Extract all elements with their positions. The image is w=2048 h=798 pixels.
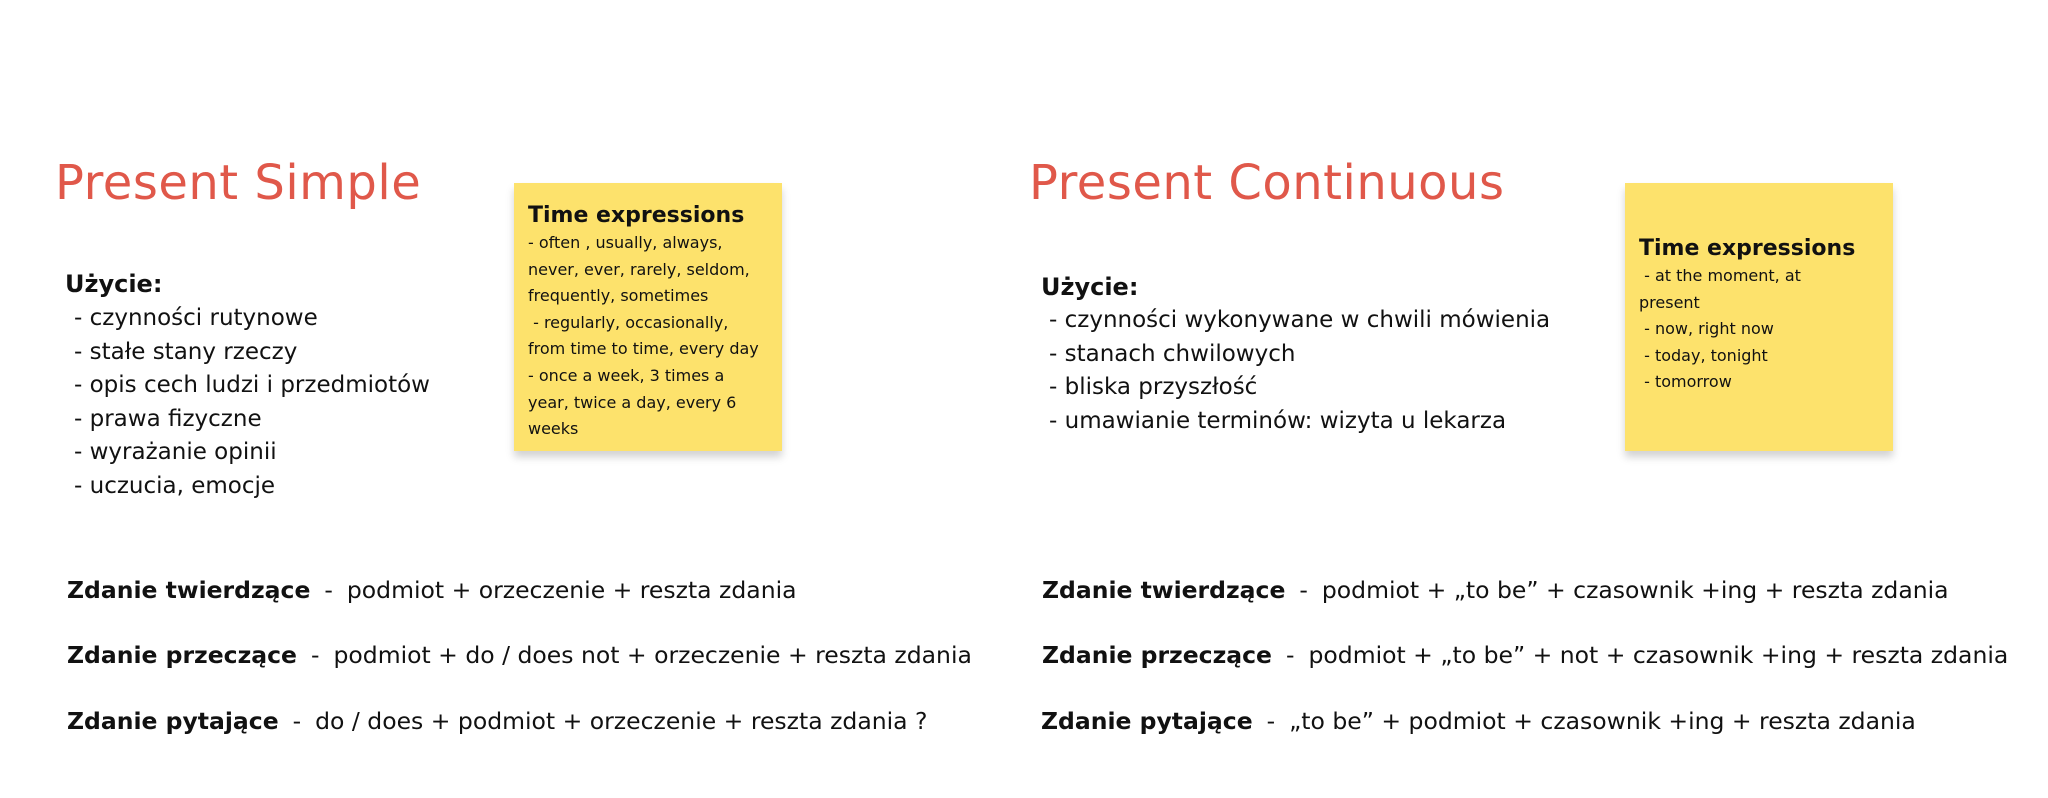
usage-item: - czynności rutynowe [74, 305, 318, 331]
present-continuous-affirmative [1042, 576, 1949, 604]
sentence-dash: - [324, 576, 333, 604]
usage-item: - bliska przyszłość [1049, 374, 1258, 401]
sentence-label: Zdanie przeczące [67, 641, 297, 669]
present-simple-usage-list [74, 302, 430, 504]
usage-item: - wyrażanie opinii [74, 439, 277, 466]
sticky-note-line: - today, tonight [1639, 345, 1768, 365]
present-continuous-negative [1042, 641, 2008, 669]
present-continuous-question [1041, 707, 1916, 735]
usage-item: - umawianie terminów: wizyta u lekarza [1049, 407, 1507, 434]
usage-item: - czynności wykonywane w chwili mówienia [1049, 307, 1551, 333]
sentence-label: Zdanie twierdzące [1042, 576, 1286, 604]
sentence-formula: podmiot + „to be” + czasownik +ing + reszta zdania [1321, 576, 1949, 604]
sticky-note-line: - now, right now [1639, 319, 1774, 339]
sentence-dash: - [1299, 576, 1308, 604]
sticky-note-line: never, ever, rarely, seldom, [528, 259, 750, 279]
sticky-note-line: - once a week, 3 times a [528, 365, 725, 385]
sticky-note-line: frequently, sometimes [528, 286, 709, 306]
sentence-dash: - [1266, 707, 1276, 735]
sentence-formula: „to be” + podmiot + czasownik +ing + reszta zdania [1289, 707, 1916, 735]
sentence-label: Zdanie twierdzące [67, 576, 311, 604]
sentence-formula: podmiot + do / does not + orzeczenie + reszta zdania [333, 641, 972, 669]
sentence-label: Zdanie pytające [1041, 707, 1253, 735]
sticky-note-line: - tomorrow [1639, 372, 1732, 392]
sticky-note-lines [1639, 263, 1881, 396]
present-simple-negative [67, 641, 972, 669]
present-simple-usage-heading: Użycie: [65, 270, 163, 298]
sentence-formula: podmiot + „to be” + not + czasownik +ing + reszta zdania [1308, 641, 2009, 669]
sentence-dash: - [311, 641, 320, 669]
usage-item: - prawa fizyczne [74, 405, 262, 432]
present-continuous-sticky-note[interactable] [1625, 183, 1893, 451]
sticky-note-title: Time expressions [528, 203, 745, 228]
present-simple-affirmative [67, 576, 797, 604]
present-continuous-usage-list [1049, 304, 1550, 438]
sticky-note-line: - at the moment, at [1639, 266, 1801, 285]
usage-item: - uczucia, emocje [74, 472, 276, 499]
usage-item: - stanach chwilowych [1049, 340, 1296, 367]
sticky-note-line: weeks [528, 419, 579, 439]
present-simple-sticky-note[interactable] [514, 183, 782, 451]
sentence-label: Zdanie pytające [67, 707, 279, 735]
sticky-note-line: year, twice a day, every 6 [528, 392, 737, 412]
sentence-dash: - [292, 707, 302, 735]
sentence-label: Zdanie przeczące [1042, 641, 1272, 669]
sentence-formula: podmiot + orzeczenie + reszta zdania [346, 576, 797, 604]
sentence-formula: do / does + podmiot + orzeczenie + reszta zdania ? [315, 707, 928, 735]
present-simple-title: Present Simple [55, 155, 422, 211]
present-continuous-usage-heading: Użycie: [1041, 273, 1139, 301]
sticky-note-lines [528, 230, 770, 443]
sticky-note-line: from time to time, every day [528, 339, 759, 359]
sticky-note-line: present [1639, 292, 1700, 312]
sticky-note-line: - regularly, occasionally, [528, 312, 729, 332]
present-simple-question [67, 707, 928, 735]
present-continuous-title: Present Continuous [1029, 155, 1505, 211]
sentence-dash: - [1286, 641, 1295, 669]
usage-item: - opis cech ludzi i przedmiotów [74, 372, 430, 399]
usage-item: - stałe stany rzeczy [74, 338, 298, 365]
sticky-note-line: - often , usually, always, [528, 233, 723, 252]
sticky-note-title: Time expressions [1639, 236, 1856, 261]
